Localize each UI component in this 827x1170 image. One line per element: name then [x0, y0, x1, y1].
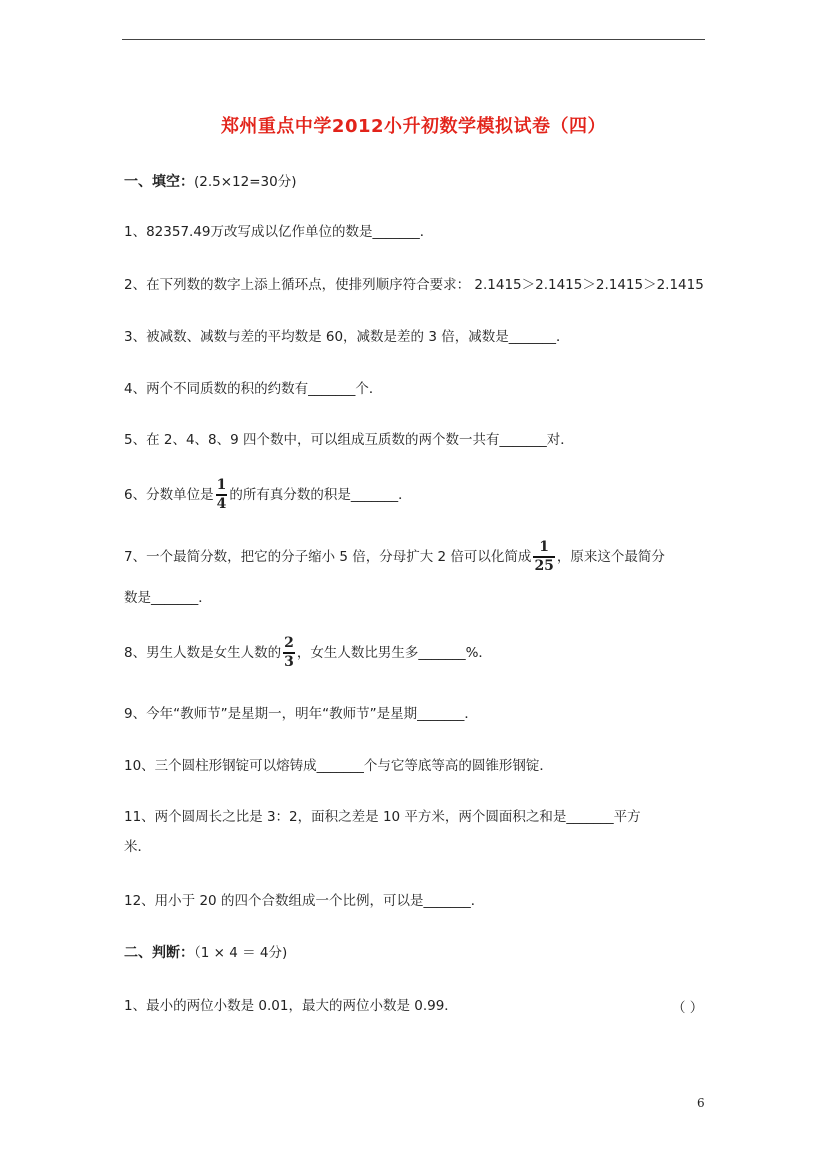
- section-1-score-note: (2.5×12=30分): [194, 174, 297, 190]
- question-7: [124, 540, 665, 574]
- section-2-score-note: （1 × 4 ＝ 4分): [194, 945, 288, 961]
- fraction-numerator: 1: [216, 477, 227, 493]
- fraction-denominator: 4: [216, 495, 227, 512]
- question-6: [124, 478, 412, 512]
- question-8: [124, 636, 492, 670]
- judgment-1: 1、最小的两位小数是 0.01，最大的两位小数是 0.99．: [124, 998, 458, 1014]
- section-1-label: 一、填空：: [124, 174, 194, 190]
- fraction-numerator: 2: [284, 635, 294, 651]
- question-8-text-after: ，女生人数比男生多_______%．: [296, 644, 492, 661]
- question-7-text-after: ，原来这个最简分: [556, 548, 665, 565]
- fraction-one-twentyfifth: [533, 540, 554, 574]
- question-6-text-after: 的所有真分数的积是_______．: [229, 486, 412, 503]
- question-5: 5、在 2、4、8、9 四个数中，可以组成互质数的两个数一共有_______对．: [124, 432, 574, 448]
- fraction-two-thirds: [283, 636, 295, 670]
- section-1-heading: [124, 172, 296, 192]
- question-7-continued: 数是_______．: [124, 590, 212, 606]
- section-2-label: 二、判断：: [124, 945, 194, 961]
- fraction-one-quarter: [216, 478, 228, 512]
- question-8-text-before: 8、男生人数是女生人数的: [124, 644, 282, 661]
- page-number: 6: [697, 1096, 705, 1110]
- question-9: 9、今年“教师节”是星期一，明年“教师节”是星期_______．: [124, 706, 478, 722]
- question-4: 4、两个不同质数的积的约数有_______个．: [124, 381, 383, 397]
- question-2: 2、在下列数的数字上添上循环点，使排列顺序符合要求： 2.1415＞2.1415＞2.1415＞2.1415: [124, 277, 704, 293]
- fraction-denominator: 3: [284, 653, 294, 670]
- question-7-text-before: 7、一个最简分数，把它的分子缩小 5 倍，分母扩大 2 倍可以化简成: [124, 548, 532, 565]
- section-2-heading: [124, 943, 287, 963]
- question-10: 10、三个圆柱形钢锭可以熔铸成_______个与它等底等高的圆锥形钢锭．: [124, 758, 553, 774]
- question-6-text-before: 6、分数单位是: [124, 486, 214, 503]
- fraction-denominator: 25: [534, 557, 554, 574]
- question-1: 1、82357.49万改写成以亿作单位的数是_______．: [124, 224, 434, 240]
- exam-title: 郑州重点中学2012小升初数学模拟试卷（四）: [220, 116, 607, 137]
- question-3: 3、被减数、减数与差的平均数是 60，减数是差的 3 倍，减数是_______．: [124, 329, 570, 345]
- question-11: 11、两个圆周长之比是 3：2，面积之差是 10 平方米，两个圆面积之和是_______平方: [124, 809, 641, 825]
- fraction-numerator: 1: [539, 539, 550, 555]
- question-11-continued: 米．: [124, 839, 151, 855]
- answer-parentheses: （ ）: [672, 1000, 704, 1016]
- question-12: 12、用小于 20 的四个合数组成一个比例，可以是_______．: [124, 893, 485, 909]
- header-rule: [122, 39, 705, 40]
